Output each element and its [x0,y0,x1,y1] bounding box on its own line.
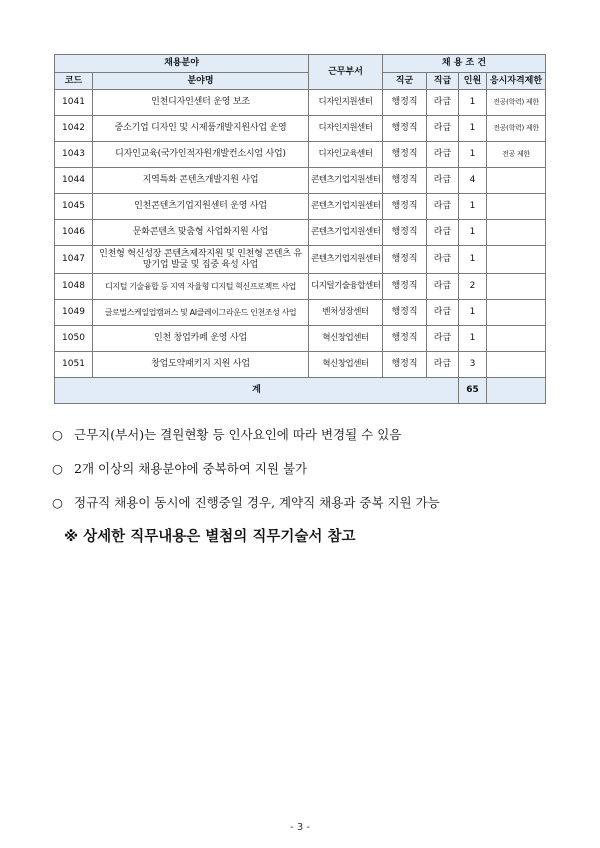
table-row [55,274,546,300]
row-field: 인천콘텐츠기업지원센터 운영 사업 [93,194,309,220]
row-grade: 라급 [427,300,459,326]
note-text: 근무지(부서)는 결원현황 등 인사요인에 따라 변경될 수 있음 [74,427,402,442]
row-grade: 라급 [427,220,459,246]
table-row [55,220,546,246]
row-qualification [487,194,546,220]
row-field: 창업도약패키지 지원 사업 [93,352,309,378]
table-row [55,326,546,352]
row-grade: 라급 [427,246,459,274]
circle-bullet-icon: ○ [52,495,63,510]
table-row [55,246,546,274]
row-job-type: 행정직 [383,168,427,194]
row-code: 1050 [55,326,93,352]
note-item [52,486,562,520]
row-field: 문화콘텐츠 맞춤형 사업화지원 사업 [93,220,309,246]
row-job-type: 행정직 [383,90,427,116]
row-code: 1042 [55,116,93,142]
row-grade: 라급 [427,326,459,352]
row-job-type: 행정직 [383,220,427,246]
row-grade: 라급 [427,116,459,142]
row-code: 1047 [55,246,93,274]
row-qualification [487,246,546,274]
row-headcount: 3 [459,352,487,378]
row-headcount: 2 [459,274,487,300]
row-field: 인천디자인센터 운영 보조 [93,90,309,116]
row-field: 인천 창업카페 운영 사업 [93,326,309,352]
header-grade: 직급 [427,73,459,90]
notes-list [52,418,562,520]
row-job-type: 행정직 [383,116,427,142]
row-code: 1045 [55,194,93,220]
row-grade: 라급 [427,142,459,168]
row-qualification [487,274,546,300]
table-row [55,300,546,326]
recruitment-table [54,54,546,404]
page-number: - 3 - [290,822,310,833]
note-text: 정규직 채용이 동시에 진행중일 경우, 계약직 채용과 중복 지원 가능 [74,495,440,510]
row-field: 지역특화 콘텐츠개발지원 사업 [93,168,309,194]
header-department: 근무부서 [309,55,383,90]
row-department: 혁신창업센터 [309,326,383,352]
table-row [55,90,546,116]
row-qualification: 전공 제한 [487,142,546,168]
row-code: 1046 [55,220,93,246]
row-qualification [487,220,546,246]
row-code: 1041 [55,90,93,116]
row-job-type: 행정직 [383,246,427,274]
note-item [52,452,562,486]
header-qualification: 응시자격제한 [487,73,546,90]
row-headcount: 1 [459,116,487,142]
header-job-type: 직군 [383,73,427,90]
note-item [52,418,562,452]
table-row [55,194,546,220]
row-code: 1044 [55,168,93,194]
row-headcount: 4 [459,168,487,194]
row-department: 콘텐츠기업지원센터 [309,168,383,194]
table-row [55,142,546,168]
circle-bullet-icon: ○ [52,427,63,442]
row-department: 혁신창업센터 [309,352,383,378]
row-code: 1049 [55,300,93,326]
row-job-type: 행정직 [383,194,427,220]
row-field: 중소기업 디자인 및 시제품개발지원사업 운영 [93,116,309,142]
total-headcount: 65 [459,378,487,404]
table-row [55,168,546,194]
row-department: 디자인지원센터 [309,116,383,142]
total-row [55,378,546,404]
row-department: 디자인지원센터 [309,90,383,116]
row-headcount: 1 [459,246,487,274]
row-field: 인천형 혁신성장 콘텐츠제작지원 및 인천형 콘텐츠 유망기업 발굴 및 집중 육성 사업 [93,246,309,274]
row-qualification [487,168,546,194]
row-qualification [487,326,546,352]
table-row [55,352,546,378]
row-department: 디자인교육센터 [309,142,383,168]
header-headcount: 인원 [459,73,487,90]
row-job-type: 행정직 [383,352,427,378]
row-job-type: 행정직 [383,274,427,300]
row-qualification [487,300,546,326]
row-headcount: 1 [459,90,487,116]
row-department: 벤처성장센터 [309,300,383,326]
row-grade: 라급 [427,168,459,194]
row-department: 디지털기술융합센터 [309,274,383,300]
row-grade: 라급 [427,90,459,116]
row-job-type: 행정직 [383,300,427,326]
row-headcount: 1 [459,326,487,352]
row-headcount: 1 [459,300,487,326]
row-code: 1051 [55,352,93,378]
header-conditions-group: 채 용 조 건 [383,55,546,73]
row-code: 1048 [55,274,93,300]
row-field: 디지털 기술융합 등 지역 자율형 디지털 혁신프로젝트 사업 [93,274,309,300]
total-label: 계 [55,378,459,404]
header-field-group: 채용분야 [55,55,309,73]
row-qualification: 전공(학력) 제한 [487,90,546,116]
row-department: 콘텐츠기업지원센터 [309,246,383,274]
row-qualification [487,352,546,378]
row-code: 1043 [55,142,93,168]
reference-note: ※ 상세한 직무내용은 별첨의 직무기술서 참고 [64,529,356,545]
row-field: 디자인교육(국가인적자원개발컨소시엄 사업) [93,142,309,168]
circle-bullet-icon: ○ [52,461,63,476]
row-grade: 라급 [427,352,459,378]
row-field: 글로벌스케일업캠퍼스 및 AI클레이그라운드 인천조성 사업 [93,300,309,326]
total-empty-cell [487,378,546,404]
row-grade: 라급 [427,274,459,300]
row-department: 콘텐츠기업지원센터 [309,220,383,246]
row-qualification: 전공(학력) 제한 [487,116,546,142]
row-department: 콘텐츠기업지원센터 [309,194,383,220]
header-code: 코드 [55,73,93,90]
row-job-type: 행정직 [383,326,427,352]
table-row [55,116,546,142]
note-text: 2개 이상의 채용분야에 중복하여 지원 불가 [74,461,308,476]
row-grade: 라급 [427,194,459,220]
row-headcount: 1 [459,142,487,168]
header-field-name: 분야명 [93,73,309,90]
row-headcount: 1 [459,220,487,246]
row-job-type: 행정직 [383,142,427,168]
row-headcount: 1 [459,194,487,220]
